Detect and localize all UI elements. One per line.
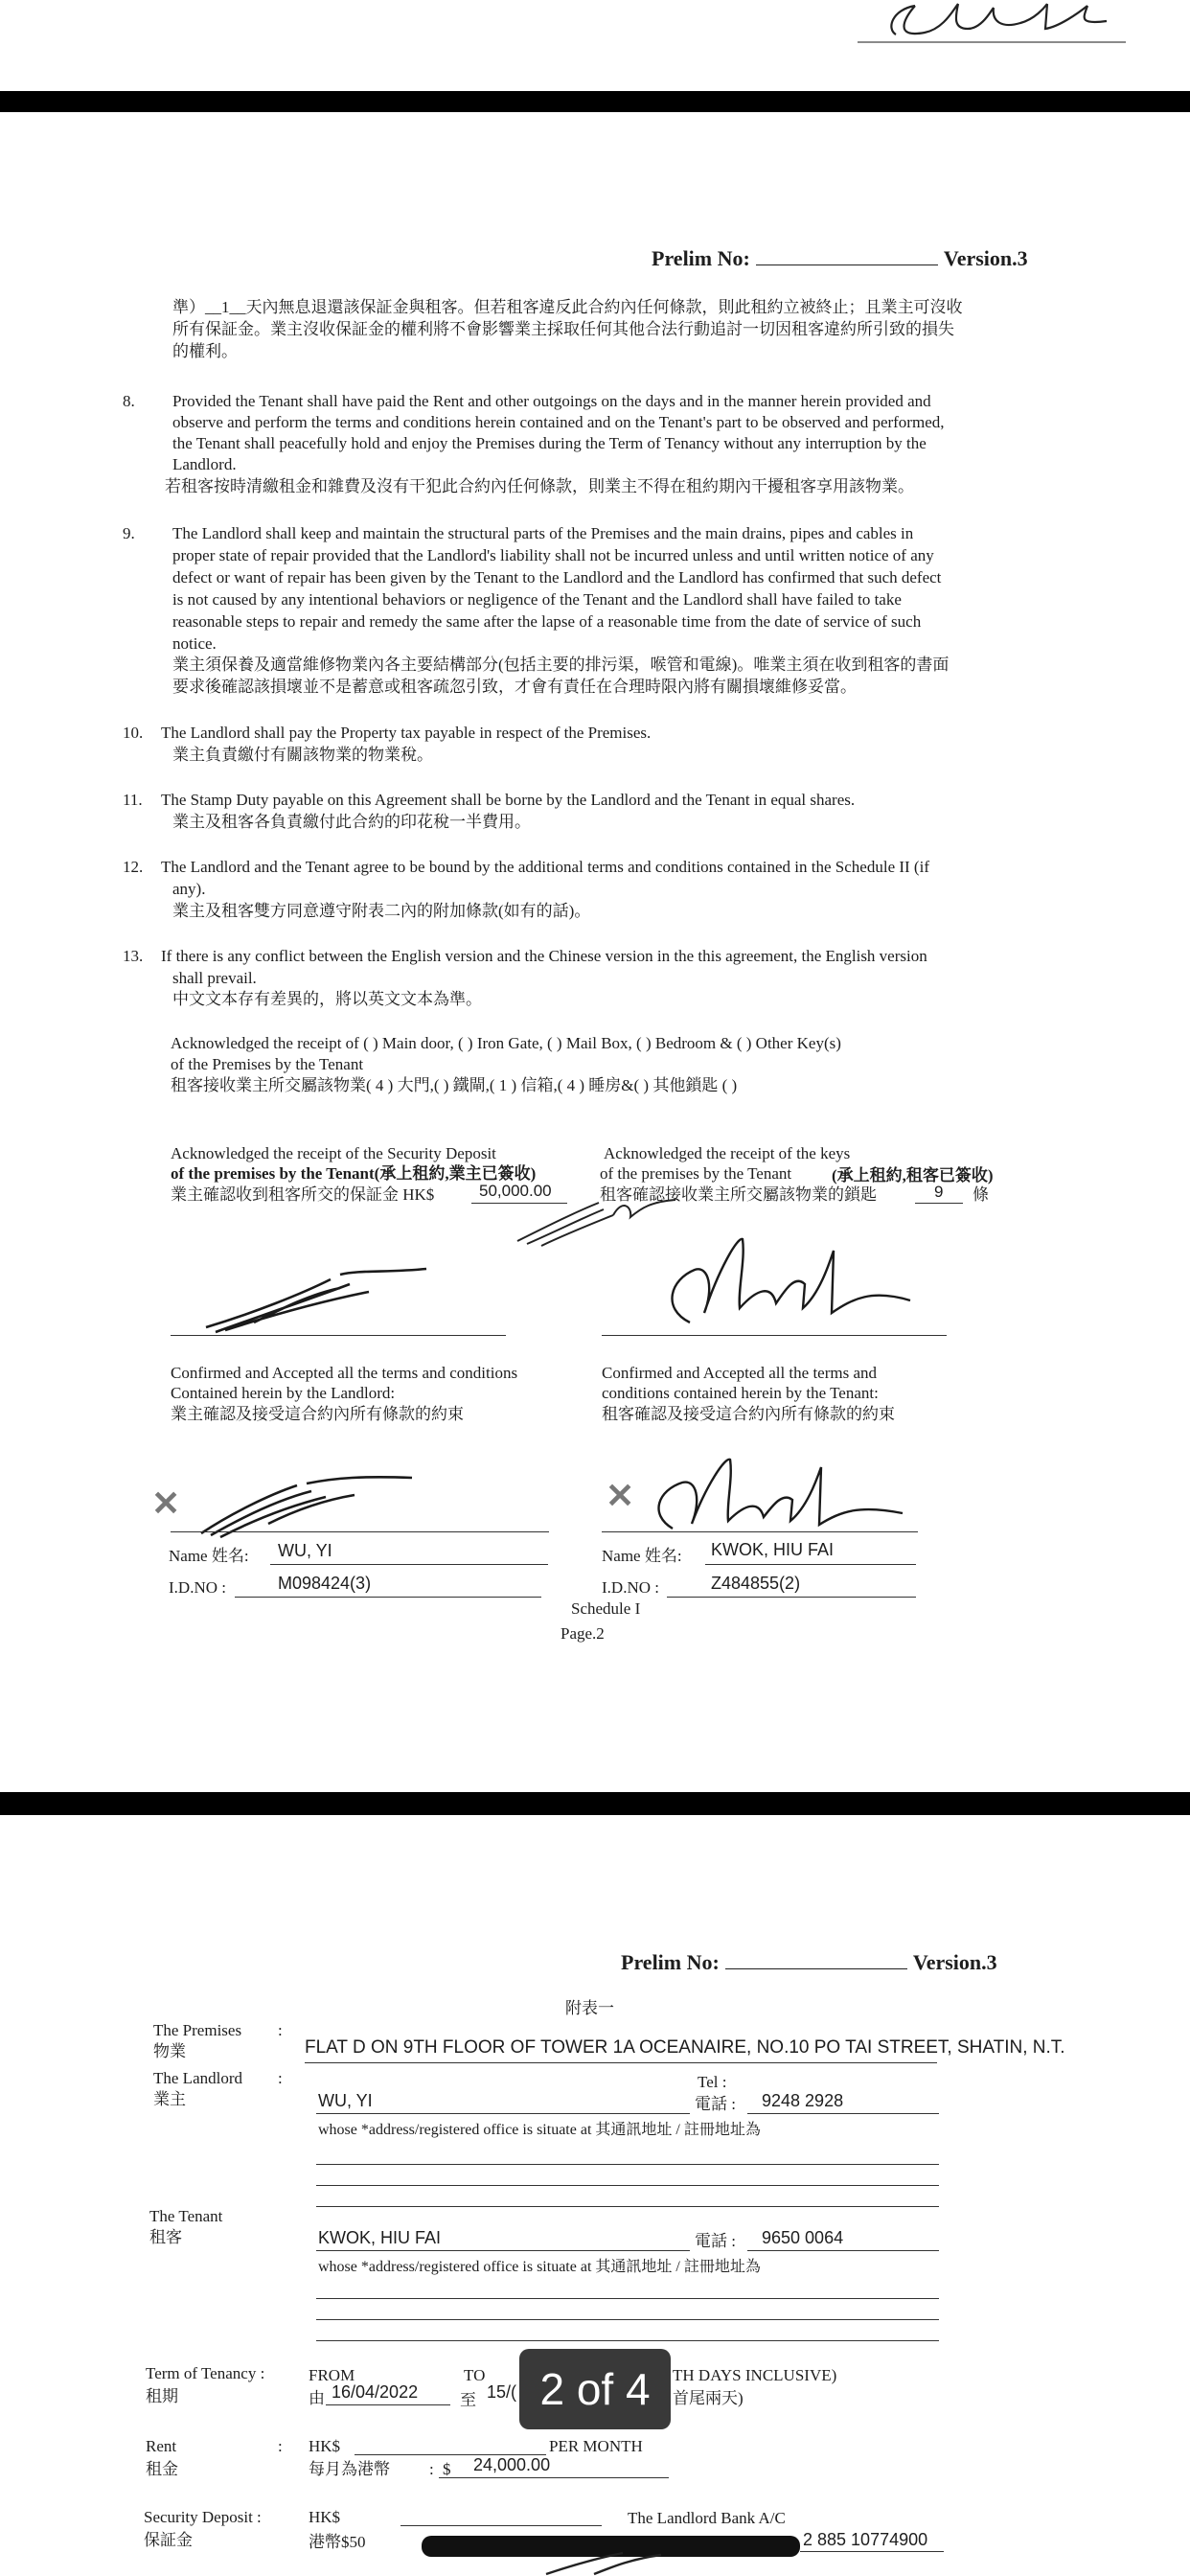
term-to-label: TO bbox=[464, 2366, 486, 2384]
landlord-address-line-2 bbox=[316, 2185, 939, 2186]
version-label: Version.3 bbox=[943, 246, 1028, 270]
keys-received-unit: 條 bbox=[973, 1185, 989, 1204]
keys-received-line-2: of the premises by the Tenant bbox=[600, 1164, 792, 1183]
landlord-name-schedule-underline bbox=[316, 2113, 690, 2114]
landlord-phone: 9248 2928 bbox=[762, 2091, 844, 2110]
term-label-cn: 租期 bbox=[146, 2387, 178, 2405]
landlord-id-underline bbox=[235, 1597, 541, 1598]
clause-10-cn: 業主負責繳付有關該物業的物業稅。 bbox=[172, 746, 433, 764]
clause-9-cn-2: 要求後確認該損壞並不是蓄意或租客疏忽引致，才會有責任在合理時限內將有關損壞維修妥當。 bbox=[172, 678, 857, 696]
term-from-underline bbox=[326, 2404, 450, 2405]
schedule-label: Schedule I bbox=[571, 1599, 641, 1618]
term-label-en: Term of Tenancy : bbox=[146, 2364, 265, 2382]
rent-colon: : bbox=[278, 2437, 283, 2455]
bank-account-partial: 2 885 10774900 bbox=[803, 2530, 928, 2549]
clause-10-number: 10. bbox=[123, 724, 144, 742]
page-number: Page.2 bbox=[561, 1624, 605, 1643]
tenant-id-underline bbox=[667, 1597, 916, 1598]
rent-monthly-cn: 每月為港幣 bbox=[309, 2460, 390, 2478]
clause-8-line-3: the Tenant shall peacefully hold and enjoy the Premises during the Term of Tenancy without any interruption by the bbox=[172, 434, 927, 452]
clause-13-line-1: If there is any conflict between the English version and the Chinese version in the this agreement, the English version bbox=[161, 947, 927, 965]
rent-hk-label: HK$ bbox=[309, 2437, 341, 2455]
keys-received-cn: 租客確認接收業主所交屬該物業的鎖匙 bbox=[600, 1185, 877, 1204]
clause-8-cn: 若租客按時清繳租金和雜費及沒有干犯此合約內任何條款，則業主不得在租約期內干擾租客享用該物業。 bbox=[165, 477, 914, 495]
clause-9-line-6: notice. bbox=[172, 634, 217, 653]
tenant-name-schedule-underline bbox=[316, 2250, 690, 2251]
bank-label: The Landlord Bank A/C bbox=[628, 2509, 786, 2527]
rent-dollar: $ bbox=[443, 2460, 451, 2478]
intro-cn-line-2: 所有保証金。業主沒收保証金的權利將不會影響業主採取任何其他合法行動追討一切因租客違約所引致的損失 bbox=[172, 320, 954, 338]
deposit-ack-cn: 業主確認收到租客所交的保証金 HK$ bbox=[171, 1185, 435, 1204]
landlord-address-line-3 bbox=[316, 2206, 939, 2207]
tenant-phone: 9650 0064 bbox=[762, 2228, 844, 2247]
version-label-2: Version.3 bbox=[912, 1950, 997, 1974]
clause-12-number: 12. bbox=[123, 858, 144, 876]
tenant-id-value: Z484855(2) bbox=[711, 1574, 801, 1593]
landlord-name-label: Name 姓名: bbox=[169, 1547, 249, 1565]
deposit-cn-prefix: 港幣$50 bbox=[309, 2533, 366, 2551]
clause-12-cn: 業主及租客雙方同意遵守附表二內的附加條款(如有的話)。 bbox=[172, 902, 591, 920]
deposit-hk-underline bbox=[400, 2525, 602, 2526]
prelim-header bbox=[652, 246, 1028, 271]
tenant-address-line-3 bbox=[316, 2340, 939, 2341]
clause-9-line-1: The Landlord shall keep and maintain the structural parts of the Premises and the main drains, pipes and cables in bbox=[172, 524, 914, 542]
rent-per-month: PER MONTH bbox=[549, 2437, 643, 2455]
tenant-x-mark: ✕ bbox=[606, 1476, 635, 1515]
clause-8-line-2: observe and perform the terms and conditions herein contained and on the Tenant's part to be observed and performed, bbox=[172, 413, 945, 431]
clause-13-cn: 中文文本存有差異的，將以英文文本為準。 bbox=[172, 990, 482, 1008]
tenant-sign-line-2 bbox=[602, 1531, 918, 1532]
clause-13-number: 13. bbox=[123, 947, 144, 965]
tenant-confirm-cn: 租客確認及接受這合約內所有條款的約束 bbox=[602, 1405, 895, 1423]
landlord-address-line-1 bbox=[316, 2164, 939, 2165]
landlord-name-schedule: WU, YI bbox=[318, 2091, 373, 2110]
clause-9-line-5: reasonable steps to repair and remedy the same after the lapse of a reasonable time from the date of service of such bbox=[172, 612, 922, 631]
landlord-id-label: I.D.NO : bbox=[169, 1578, 226, 1597]
landlord-colon: : bbox=[278, 2069, 283, 2087]
clause-9-number: 9. bbox=[123, 524, 135, 542]
rent-label-en: Rent bbox=[146, 2437, 177, 2455]
signature-tenant bbox=[652, 1231, 920, 1337]
tenant-name-underline bbox=[705, 1564, 916, 1565]
tenant-phone-underline bbox=[747, 2250, 939, 2251]
clause-11-number: 11. bbox=[123, 791, 143, 809]
schedule-cn-title: 附表一 bbox=[565, 1999, 614, 2017]
clause-13-line-2: shall prevail. bbox=[172, 969, 257, 987]
prelim-blank-2 bbox=[725, 1951, 907, 1969]
clause-11-cn: 業主及租客各負責繳付此合約的印花稅一半費用。 bbox=[172, 813, 531, 831]
deposit-amount: 50,000.00 bbox=[479, 1182, 552, 1200]
signature-landlord bbox=[196, 1255, 446, 1342]
deposit-label-cn: 保証金 bbox=[144, 2531, 193, 2549]
keys-received-line-2b: (承上租約,租客已簽收) bbox=[832, 1166, 994, 1184]
bank-underline bbox=[800, 2551, 944, 2552]
tenant-phone-label: 電話 : bbox=[695, 2232, 736, 2250]
landlord-name-value: WU, YI bbox=[278, 1541, 332, 1560]
tenant-address-label: whose *address/registered office is situate at 其通訊地址 / 註冊地址為 bbox=[318, 2259, 761, 2275]
tenant-address-line-1 bbox=[316, 2298, 939, 2299]
keys-count-underline bbox=[915, 1203, 963, 1204]
clause-9-line-3: defect or want of repair has been given by the Tenant to the Landlord and the Landlord has confirmed that such defect bbox=[172, 568, 942, 586]
clause-10-line-1: The Landlord shall pay the Property tax payable in respect of the Premises. bbox=[161, 724, 652, 742]
tenant-address-line-2 bbox=[316, 2319, 939, 2320]
deposit-ack-line-1: Acknowledged the receipt of the Security Deposit bbox=[171, 1144, 496, 1162]
clause-9-cn-1: 業主須保養及適當維修物業內各主要結構部分(包括主要的排污渠，喉管和電線)。唯業主須在收到租客的書面 bbox=[172, 656, 950, 674]
landlord-x-mark: ✕ bbox=[151, 1484, 181, 1523]
prelim-header-2 bbox=[621, 1950, 997, 1975]
term-from-label: FROM bbox=[309, 2366, 355, 2384]
landlord-sign-line-1 bbox=[171, 1335, 506, 1336]
clause-12-line-2: any). bbox=[172, 880, 206, 898]
page-divider-middle bbox=[0, 1792, 1190, 1815]
clause-8-line-1: Provided the Tenant shall have paid the Rent and other outgoings on the days and in the manner herein provided and bbox=[172, 392, 931, 410]
landlord-phone-label: 電話 : bbox=[695, 2095, 736, 2113]
landlord-sign-line-2 bbox=[171, 1531, 549, 1532]
premises-label-en: The Premises bbox=[153, 2021, 242, 2039]
landlord-phone-underline bbox=[747, 2113, 939, 2114]
intro-cn-line-3: 的權利。 bbox=[172, 342, 238, 360]
prelim-label: Prelim No: bbox=[652, 246, 750, 270]
tenant-sign-line-1 bbox=[602, 1335, 947, 1336]
clause-8-line-4: Landlord. bbox=[172, 455, 237, 473]
signature-top-right bbox=[858, 0, 1126, 46]
term-from-cn: 由 bbox=[309, 2389, 325, 2407]
keys-ack-line-1: Acknowledged the receipt of ( ) Main door, ( ) Iron Gate, ( ) Mail Box, ( ) Bedroom & ( ) Other Key(s) bbox=[171, 1034, 841, 1052]
premises-colon: : bbox=[278, 2021, 283, 2039]
tenant-confirm-line-1: Confirmed and Accepted all the terms and bbox=[602, 1364, 878, 1382]
landlord-confirm-line-1: Confirmed and Accepted all the terms and conditions bbox=[171, 1364, 518, 1382]
premises-label-cn: 物業 bbox=[153, 2042, 186, 2060]
premises-value: FLAT D ON 9TH FLOOR OF TOWER 1A OCEANAIRE, NO.10 PO TAI STREET, SHATIN, N.T. bbox=[305, 2037, 1065, 2058]
keys-ack-line-2: of the Premises by the Tenant bbox=[171, 1055, 364, 1073]
term-days-inclusive: TH DAYS INCLUSIVE) bbox=[673, 2366, 837, 2384]
prelim-label-2: Prelim No: bbox=[621, 1950, 720, 1974]
tenant-confirm-line-2: conditions contained herein by the Tenant: bbox=[602, 1384, 879, 1402]
landlord-confirm-line-2: Contained herein by the Landlord: bbox=[171, 1384, 396, 1402]
tenant-id-label: I.D.NO : bbox=[602, 1578, 659, 1597]
landlord-tel-label: Tel : bbox=[698, 2073, 727, 2091]
keys-received-line-1: Acknowledged the receipt of the keys bbox=[604, 1144, 851, 1162]
rent-amount-underline bbox=[439, 2477, 669, 2478]
tenant-label-cn: 租客 bbox=[149, 2228, 182, 2246]
landlord-confirm-cn: 業主確認及接受這合約內所有條款的約束 bbox=[171, 1405, 464, 1423]
page-indicator: 2 of 4 bbox=[519, 2349, 671, 2429]
tenant-label-en: The Tenant bbox=[149, 2207, 223, 2225]
deposit-ack-line-2: of the premises by the Tenant(承上租約,業主已簽收) bbox=[171, 1164, 537, 1183]
clause-9-line-4: is not caused by any intentional behaviors or negligence of the Tenant and the Landlord shall have failed to take bbox=[172, 590, 902, 609]
page-divider-top bbox=[0, 91, 1190, 112]
clause-12-line-1: The Landlord and the Tenant agree to be bound by the additional terms and conditions contained in the Schedule II (if bbox=[161, 858, 929, 876]
term-to-cn: 至 bbox=[460, 2391, 476, 2409]
rent-colon-2: : bbox=[429, 2460, 434, 2478]
clause-11-line-1: The Stamp Duty payable on this Agreement shall be borne by the Landlord and the Tenant in equal shares. bbox=[161, 791, 856, 809]
premises-underline bbox=[305, 2062, 937, 2063]
signature-bottom-partial bbox=[537, 2549, 671, 2576]
term-from-date: 16/04/2022 bbox=[332, 2382, 419, 2402]
rent-amount: 24,000.00 bbox=[473, 2455, 551, 2474]
term-days-cn: 首尾兩天) bbox=[673, 2389, 744, 2407]
tenant-name-label: Name 姓名: bbox=[602, 1547, 682, 1565]
keys-received-count: 9 bbox=[934, 1183, 944, 1201]
landlord-id-value: M098424(3) bbox=[278, 1574, 372, 1593]
rent-label-cn: 租金 bbox=[146, 2460, 178, 2478]
tenant-name-value: KWOK, HIU FAI bbox=[711, 1540, 835, 1559]
term-to-date: 15/( bbox=[487, 2382, 517, 2402]
prelim-blank bbox=[756, 247, 938, 265]
keys-ack-cn: 租客接收業主所交屬該物業( 4 ) 大門,( ) 鐵閘,( 1 ) 信箱,( 4 ) 睡房&( ) 其他鎖匙 ( ) bbox=[171, 1076, 738, 1094]
signature-tenant-2 bbox=[644, 1452, 912, 1538]
landlord-label-cn: 業主 bbox=[153, 2090, 186, 2108]
tenant-name-schedule: KWOK, HIU FAI bbox=[318, 2228, 442, 2247]
clause-9-line-2: proper state of repair provided that the Landlord's liability shall not be incurred unless and until written notice of any bbox=[172, 546, 934, 564]
clause-8-number: 8. bbox=[123, 392, 135, 410]
deposit-hk-label: HK$ bbox=[309, 2508, 341, 2526]
landlord-name-underline bbox=[270, 1564, 548, 1565]
intro-cn-line-1: 準）__1__天內無息退還該保証金與租客。但若租客違反此合約內任何條款，則此租約立被終止；且業主可沒收 bbox=[172, 298, 963, 316]
landlord-address-label: whose *address/registered office is situate at 其通訊地址 / 註冊地址為 bbox=[318, 2122, 761, 2138]
deposit-label-en: Security Deposit : bbox=[144, 2508, 262, 2526]
landlord-label-en: The Landlord bbox=[153, 2069, 242, 2087]
